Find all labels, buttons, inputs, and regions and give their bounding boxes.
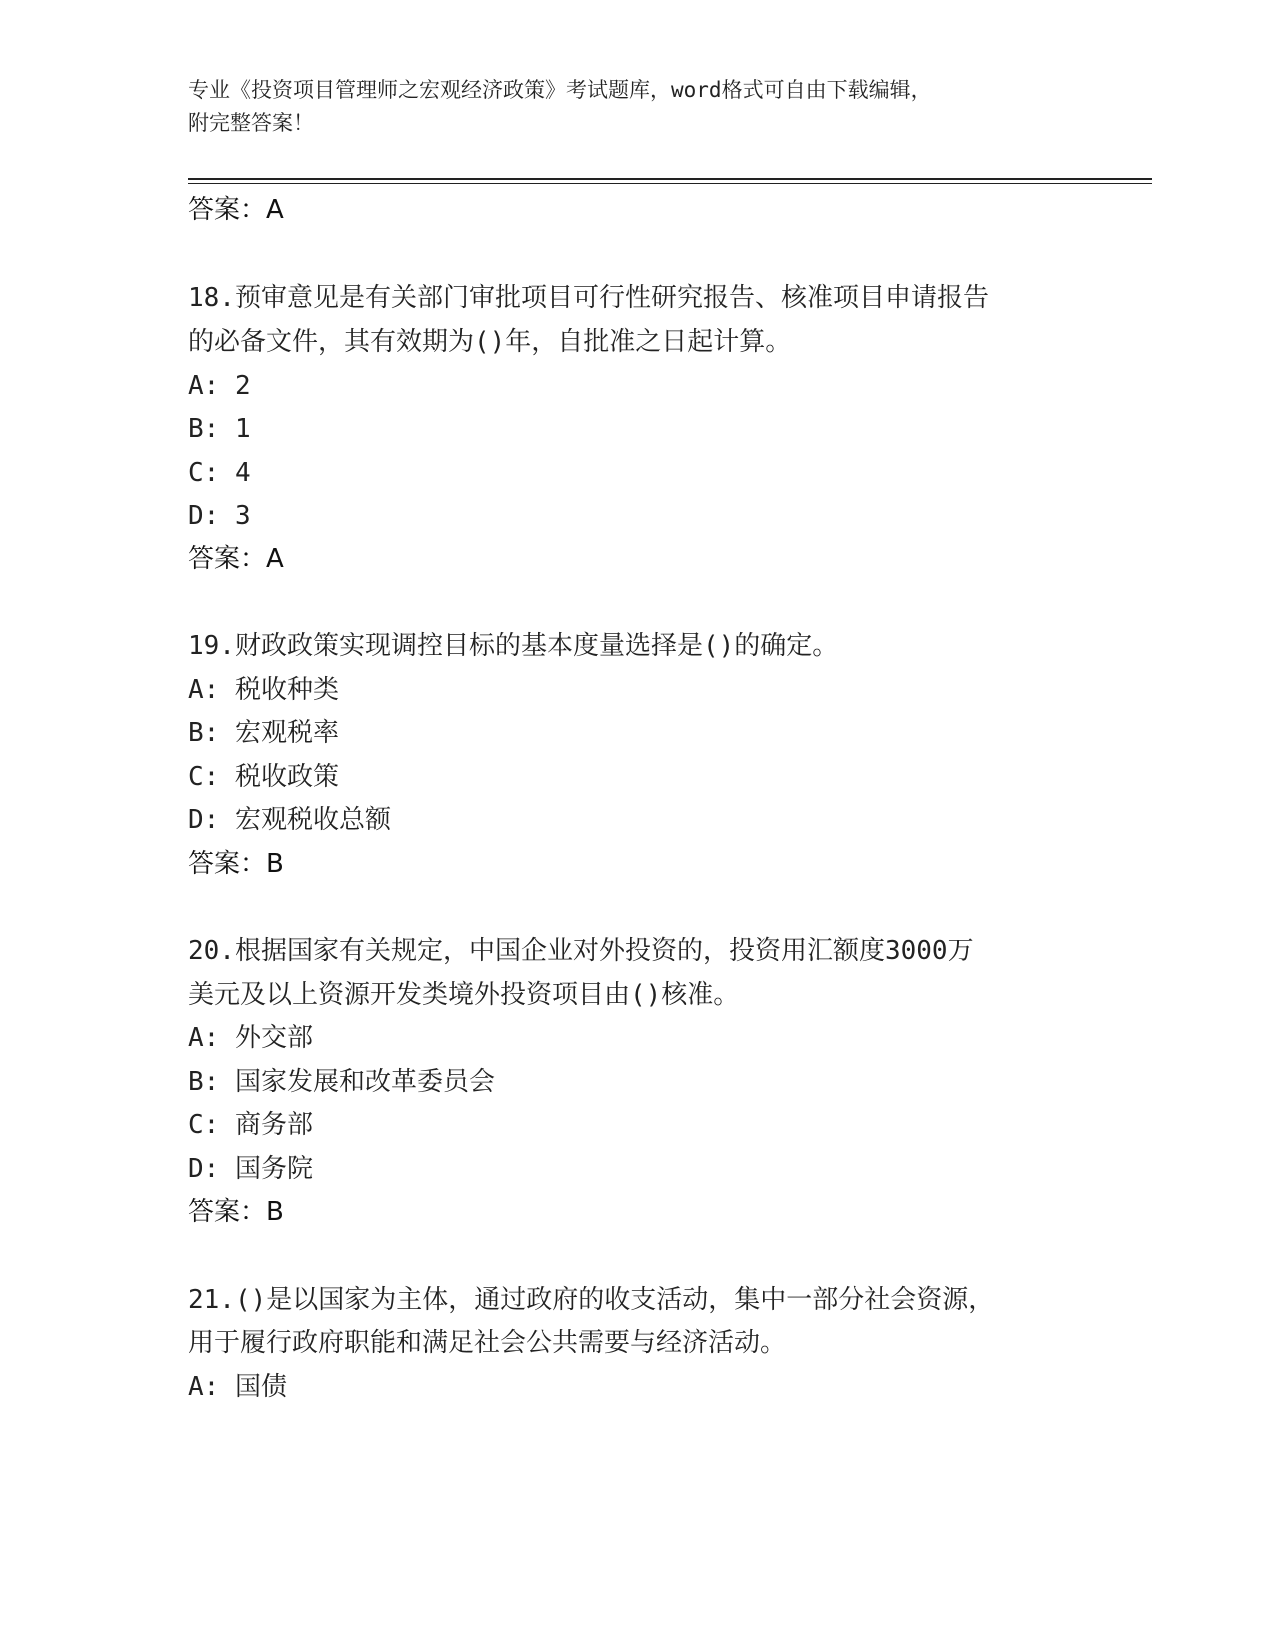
question-20-option-a: A: 外交部 [188, 1023, 313, 1053]
question-19-option-d: D: 宏观税收总额 [188, 805, 391, 835]
question-18-stem-2: 的必备文件，其有效期为()年，自批准之日起计算。 [188, 327, 792, 357]
question-18-stem-1: 18.预审意见是有关部门审批项目可行性研究报告、核准项目申请报告 [188, 283, 989, 313]
question-19-stem-1: 19.财政政策实现调控目标的基本度量选择是()的确定。 [188, 631, 839, 661]
question-18-option-c: C: 4 [188, 458, 251, 488]
question-19-answer: 答案：B [188, 849, 284, 879]
question-18-option-a: A: 2 [188, 371, 251, 401]
question-20-answer: 答案：B [188, 1197, 284, 1227]
question-18-option-b: B: 1 [188, 414, 251, 444]
question-21-option-a: A: 国债 [188, 1372, 287, 1402]
question-18-option-d: D: 3 [188, 501, 251, 531]
header-divider [188, 178, 1152, 184]
document-header [188, 74, 1068, 140]
question-19-option-b: B: 宏观税率 [188, 718, 339, 748]
question-18-answer: 答案：A [188, 544, 284, 574]
question-20-option-d: D: 国务院 [188, 1154, 313, 1184]
header-line-2: 附完整答案！ [188, 111, 314, 135]
answer-line: 答案：A [188, 195, 284, 225]
question-20-option-b: B: 国家发展和改革委员会 [188, 1067, 495, 1097]
question-20-stem-1: 20.根据国家有关规定，中国企业对外投资的，投资用汇额度3000万 [188, 936, 974, 966]
question-21-stem-2: 用于履行政府职能和满足社会公共需要与经济活动。 [188, 1328, 787, 1358]
question-20-option-c: C: 商务部 [188, 1110, 313, 1140]
question-20-stem-2: 美元及以上资源开发类境外投资项目由()核准。 [188, 980, 740, 1010]
header-line-1: 专业《投资项目管理师之宏观经济政策》考试题库，word格式可自由下载编辑， [188, 78, 932, 102]
question-19-option-a: A: 税收种类 [188, 675, 339, 705]
question-19-option-c: C: 税收政策 [188, 762, 339, 792]
question-21-stem-1: 21.()是以国家为主体，通过政府的收支活动，集中一部分社会资源， [188, 1285, 995, 1315]
